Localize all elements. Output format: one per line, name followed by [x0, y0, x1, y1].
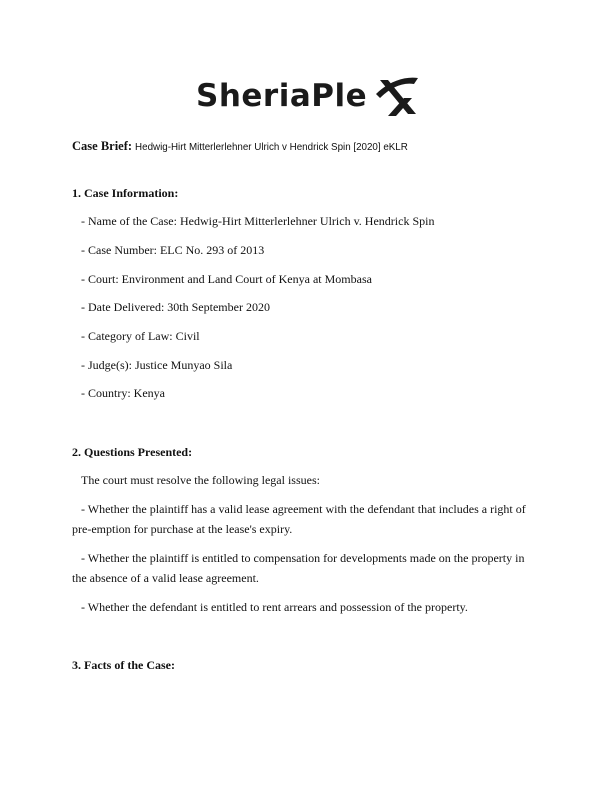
question-item: - Whether the plaintiff has a valid lease agreement with the defendant that includes a right of [81, 502, 526, 516]
question-item-continued: the absence of a valid lease agreement. [72, 571, 259, 585]
sheriaplex-logo [196, 74, 418, 126]
case-info-item: - Case Number: ELC No. 293 of 2013 [81, 243, 265, 257]
section-heading-questions-presented: 2. Questions Presented: [72, 445, 193, 459]
section-heading-case-information: 1. Case Information: [72, 186, 179, 200]
case-info-item: - Date Delivered: 30th September 2020 [81, 300, 270, 314]
case-brief-line [72, 137, 408, 155]
question-item-continued: pre-emption for purchase at the lease's expiry. [72, 522, 293, 536]
questions-intro: The court must resolve the following legal issues: [81, 473, 320, 487]
case-info-item: - Category of Law: Civil [81, 329, 200, 343]
question-item: - Whether the defendant is entitled to rent arrears and possession of the property. [81, 600, 468, 614]
case-brief-title: Hedwig-Hirt Mitterlerlehner Ulrich v Hendrick Spin [2020] eKLR [135, 142, 408, 153]
x-logo-mark [374, 74, 420, 118]
case-info-item: - Judge(s): Justice Munyao Sila [81, 358, 233, 372]
section-heading-facts-of-the-case: 3. Facts of the Case: [72, 658, 175, 672]
question-item: - Whether the plaintiff is entitled to compensation for developments made on the property in [81, 551, 525, 565]
case-info-item: - Country: Kenya [81, 386, 165, 400]
case-info-item: - Name of the Case: Hedwig-Hirt Mitterlerlehner Ulrich v. Hendrick Spin [81, 214, 435, 228]
case-info-item: - Court: Environment and Land Court of Kenya at Mombasa [81, 272, 372, 286]
case-brief-label: Case Brief: [72, 139, 133, 153]
logo-wordmark: SheriaPle [196, 78, 368, 114]
